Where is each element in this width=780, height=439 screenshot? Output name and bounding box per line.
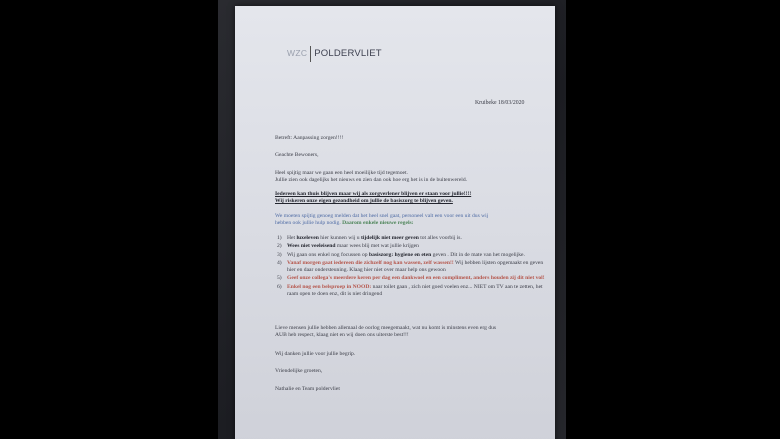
- rule-number: 1): [277, 235, 282, 241]
- rule-text: [287, 252, 525, 259]
- rule-text-part: Enkel nog een belsproep in NOOD:: [287, 283, 372, 290]
- rule-item: [277, 275, 547, 282]
- logo-mark: WZC: [287, 48, 308, 59]
- rule-number: 5): [277, 275, 282, 282]
- rule-number: 6): [277, 283, 282, 290]
- bold-statement-2: Wij riskeren onze eigen gezondheid om jullie de basiszorg te blijven geven.: [275, 198, 453, 204]
- rule-text-part: tot alles voorbij is.: [418, 235, 462, 241]
- notice-line-2: [275, 220, 414, 227]
- rule-text-part: Wees niet veeleisend: [287, 243, 336, 250]
- rule-text-part: Wij gaan ons enkel nog focussen op: [287, 251, 369, 258]
- logo-divider: [310, 46, 311, 62]
- rule-number: 2): [277, 243, 282, 250]
- rule-text-part: Het: [287, 235, 297, 241]
- black-margin-left: [0, 0, 218, 439]
- rule-number: 4): [277, 259, 282, 266]
- intro-line-2: Jullie zien ook dagelijks het nieuws en zien dan ook hoe erg het is in de buitenwereld.: [275, 177, 468, 183]
- rule-text-part: Geef onze collega's meerdere keren per dag een dankwoel en een compliment, anders houden zij dit niet vol!: [287, 275, 545, 282]
- signature: Nathalie en Team poldervliet: [275, 386, 340, 392]
- closing-line-1: Lieve mensen jullie hebben allemaal de oorlog meegemaakt, wat nu komt is minstens even erg dus: [275, 325, 497, 331]
- rule-number: 3): [277, 251, 282, 258]
- rule-item: [277, 284, 547, 299]
- black-margin-right: [566, 0, 780, 439]
- rules-list: [277, 235, 547, 299]
- rule-text-part: geven . Dit in de mate van het mogelijke.: [431, 251, 525, 258]
- intro-line-1: Heel spijtig maar we gaan een heel moeilijke tijd tegemoet.: [275, 170, 408, 176]
- bold-statement-1: Iedereen kan thuis blijven maar wij als zorgverlener blijven er staan voor jullie!!!!: [275, 191, 472, 197]
- place-date: Kruibeke 18/03/2020: [475, 100, 525, 106]
- subject-line: Betreft: Aanpassing zorgen!!!!: [275, 135, 344, 141]
- rule-item: [277, 260, 547, 275]
- regards-line: Vriendelijke groeten,: [275, 368, 323, 374]
- rule-text: [287, 284, 547, 299]
- rule-text: [287, 243, 419, 250]
- letter-paper: [235, 6, 555, 439]
- rule-text-part: naar toilet gaan , zich niet goed voelen enz... NIET om TV aan te zetten, het raam open te doen enz, dit is niet dringend: [287, 283, 543, 297]
- logo: [287, 46, 382, 62]
- rule-text-part: tijdelijk niet meer geven: [360, 235, 419, 241]
- rule-item: [277, 252, 547, 259]
- rules-heading: Daarom enkele nieuwe regels:: [342, 220, 414, 226]
- rule-item: [277, 243, 547, 250]
- rule-text-part: Vanaf morgen gaat iedereen die zichzelf nog kan wassen, zelf wassen!!: [287, 259, 454, 266]
- rule-text-part: basiszorg: hygiene en eten: [368, 251, 432, 258]
- greeting: Geachte Bewoners,: [275, 152, 319, 158]
- rule-text: [287, 235, 462, 242]
- rule-text-part: Wij hebben lijsten opgemaakt en geven hier en daar ondersteuning. Klaag hier niet over maar help ons gewoon: [287, 259, 544, 274]
- rule-text: [287, 260, 547, 275]
- rule-text-part: luxeleven: [296, 235, 319, 241]
- rule-text-part: maar wees blij met wat jullie krijgen: [335, 243, 419, 250]
- notice-text: hebben ook jullie hulp nodig.: [275, 220, 341, 226]
- rule-text: [287, 275, 545, 282]
- rule-text-part: hier kunnen wij u: [318, 235, 361, 241]
- notice-line-1: We moeten spijtig genoeg melden dat het heel snel gaat, personeel valt een voor een uit dus wij: [275, 213, 489, 219]
- rule-item: [277, 235, 547, 242]
- closing-line-2: AUB heb respect, klaag niet en wij doen ons uiterste best!!!: [275, 332, 409, 338]
- thanks-line: Wij danken jullie voor jullie begrip.: [275, 351, 356, 357]
- logo-name: POLDERVLIET: [314, 47, 382, 59]
- letter-photo: [218, 0, 566, 439]
